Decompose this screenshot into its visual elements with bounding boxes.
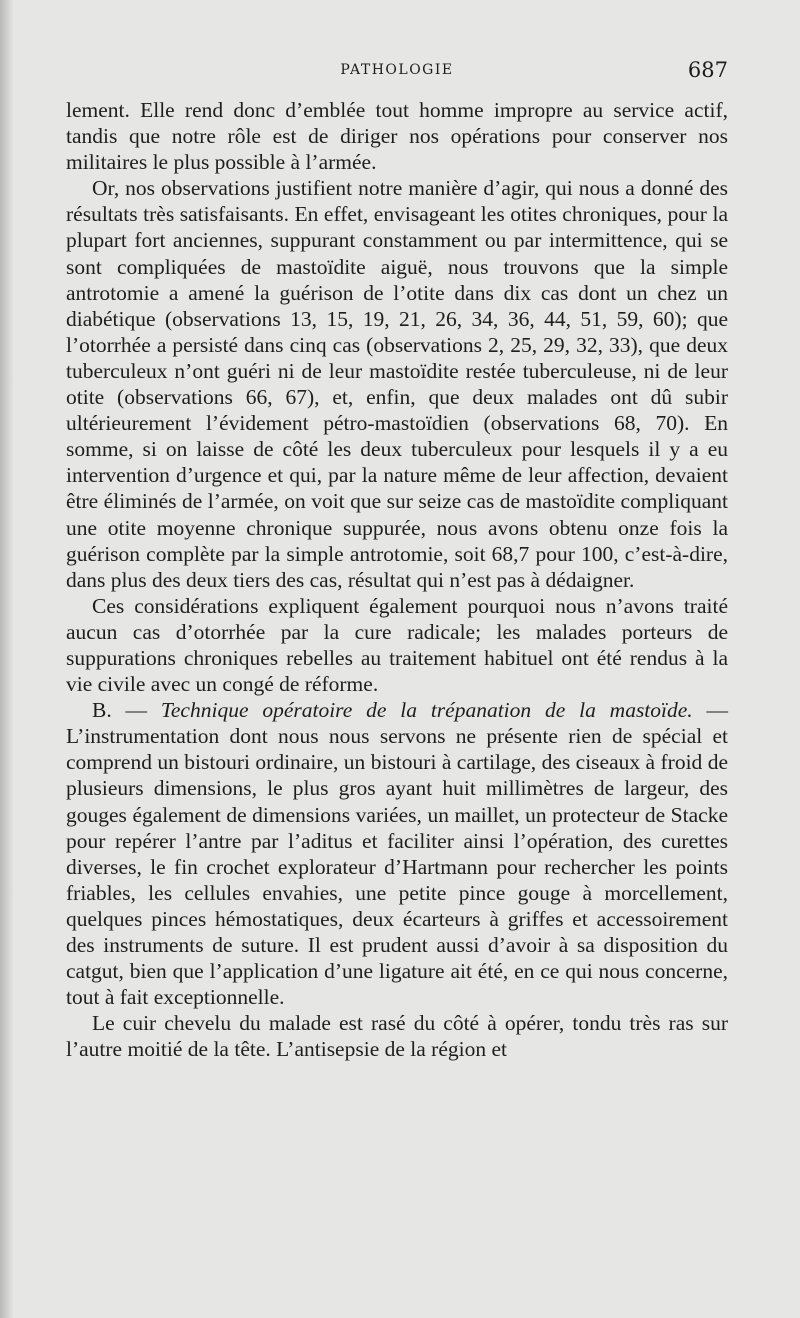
section-b-text: — L’instrumentation dont nous nous servons ne présente rien de spécial et comprend un bistouri ordinaire, un bistouri à cartilage, des ciseaux à froid de plusieurs dimensions, le plus gros ayant huit millimètres de largeur, des gouges également de dimensions variées, un maillet, un protecteur de Stacke pour repérer l’antre par l’aditus et faciliter ainsi l’opération, des curettes diverses, le fin crochet explorateur d’Hartmann pour rechercher les points friables, les cellules envahies, une petite pince gouge à morcellement, quelques pinces hémostatiques, deux écarteurs à griffes et accessoirement des instruments de suture. Il est prudent aussi d’avoir à sa disposition du catgut, bien que l’application d’une ligature ait été, en ce qui nous concerne, tout à fait exceptionnelle. [66, 698, 729, 1010]
section-b-paragraph [66, 697, 728, 1010]
section-b-title: Technique opératoire de la trépanation de la mastoïde. [160, 698, 693, 723]
paragraph-observations: Or, nos observations justifient notre manière d’agir, qui nous a donné des résultats très satisfaisants. En effet, envisageant les otites chroniques, pour la plupart fort anciennes, suppurant constamment ou par intermittence, qui se sont compliquées de mastoïdite aiguë, nous trouvons que la simple antrotomie a amené la guérison de l’otite dans dix cas dont un chez un diabétique (observations 13, 15, 19, 21, 26, 34, 36, 44, 51, 59, 60); que l’otorrhée a persisté dans cinq cas (observations 2, 25, 29, 32, 33), que deux tuberculeux n’ont guéri ni de leur mastoïdite restée tuberculeuse, ni de leur otite (observations 66, 67), et, enfin, que deux malades ont dû subir ultérieurement l’évidement pétro-mastoïdien (observations 68, 70). En somme, si on laisse de côté les deux tuberculeux pour lesquels il y a eu intervention d’urgence et qui, par la nature même de leur affection, devaient être éliminés de l’armée, on voit que sur seize cas de mastoïdite compliquant une otite moyenne chronique suppurée, nous avons obtenu onze fois la guérison complète par la simple antrotomie, soit 68,7 pour 100, c’est-à-dire, dans plus des deux tiers des cas, résultat qui n’est pas à dédaigner. [66, 176, 728, 592]
paragraph-last: Le cuir chevelu du malade est rasé du côté à opérer, tondu très ras sur l’autre moitié de la tête. L’antisepsie de la région et [66, 1011, 728, 1062]
running-title: PATHOLOGIE [340, 62, 454, 78]
page-body [66, 97, 728, 1062]
section-b-label: B. — [92, 698, 148, 723]
paragraph-continuation: lement. Elle rend donc d’emblée tout homme impropre au service actif, tandis que notre rôle est de diriger nos opérations pour conserver nos militaires le plus possible à l’armée. [66, 98, 728, 175]
paragraph-considerations: Ces considérations expliquent également pourquoi nous n’avons traité aucun cas d’otorrhée par la cure radicale; les malades porteurs de suppurations chroniques rebelles au traitement habituel ont été rendus à la vie civile avec un congé de réforme. [66, 593, 728, 697]
page-gutter-shadow [0, 0, 14, 1318]
page-header [66, 58, 728, 86]
page-number: 687 [687, 58, 728, 82]
